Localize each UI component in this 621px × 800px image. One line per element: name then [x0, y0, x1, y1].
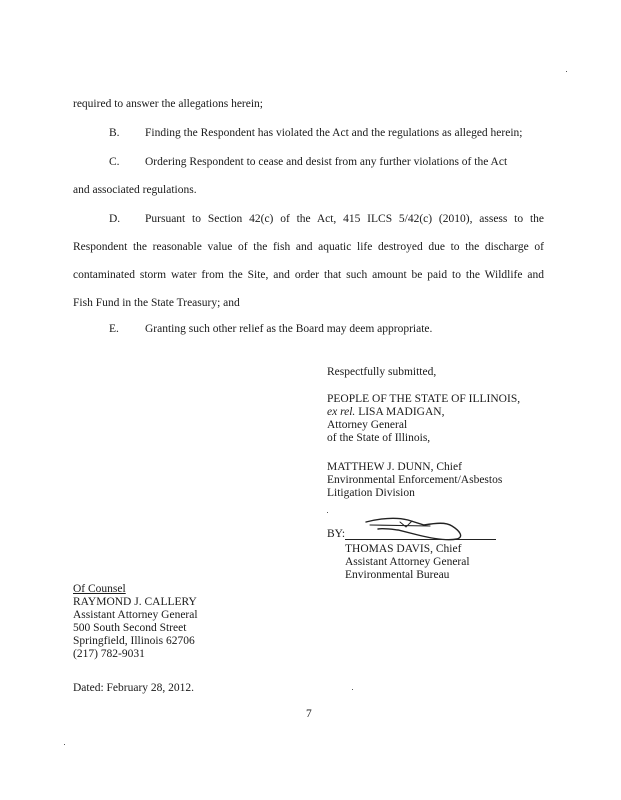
scan-speck	[352, 689, 353, 690]
counsel-title: Assistant Attorney General	[73, 609, 198, 621]
counsel-heading: Of Counsel	[73, 583, 126, 595]
item-d-letter: D.	[109, 213, 121, 225]
counsel-address: Springfield, Illinois 62706	[73, 635, 195, 647]
counsel-name: RAYMOND J. CALLERY	[73, 596, 197, 608]
ex-rel: ex rel.	[327, 406, 356, 418]
scan-speck	[327, 512, 328, 513]
signature-stroke	[366, 518, 461, 539]
division-line: Litigation Division	[327, 487, 415, 499]
by-label: BY:	[327, 528, 346, 540]
item-c-continuation: and associated regulations.	[73, 184, 197, 196]
division-line: MATTHEW J. DUNN, Chief	[327, 461, 462, 473]
item-d-text: Pursuant to Section 42(c) of the Act, 415 ILCS 5/42(c) (2010), assess to the	[145, 213, 544, 225]
item-d-continuation: Respondent the reasonable value of the fish and aquatic life destroyed due to the discharge of	[73, 241, 544, 253]
signature-stroke	[370, 525, 430, 526]
signer-block	[345, 543, 470, 582]
item-b-letter: B.	[109, 127, 120, 139]
item-c-letter: C.	[109, 156, 120, 168]
signer-title: Environmental Bureau	[345, 569, 450, 581]
handwritten-signature	[360, 513, 480, 543]
counsel-phone: (217) 782-9031	[73, 648, 145, 660]
closing: Respectfully submitted,	[327, 366, 437, 378]
item-d-continuation: contaminated storm water from the Site, and order that such amount be paid to the Wildlife and	[73, 269, 544, 281]
counsel-block	[73, 583, 198, 661]
item-e-text: Granting such other relief as the Board may deem appropriate.	[145, 323, 433, 335]
page-number: 7	[306, 708, 312, 720]
item-b-text: Finding the Respondent has violated the Act and the regulations as alleged herein;	[145, 127, 523, 139]
party-line	[327, 406, 520, 419]
body-line: required to answer the allegations herein;	[73, 98, 263, 110]
counsel-address: 500 South Second Street	[73, 622, 187, 634]
item-e-letter: E.	[109, 323, 119, 335]
party-line: Attorney General	[327, 419, 408, 431]
signer-name: THOMAS DAVIS, Chief	[345, 543, 462, 555]
scan-speck	[566, 71, 567, 72]
dated-line: Dated: February 28, 2012.	[73, 682, 195, 694]
signer-title: Assistant Attorney General	[345, 556, 470, 568]
item-c-text: Ordering Respondent to cease and desist from any further violations of the Act	[145, 156, 508, 168]
division-block	[327, 461, 502, 500]
party-line: PEOPLE OF THE STATE OF ILLINOIS,	[327, 393, 521, 405]
scan-speck	[64, 744, 65, 745]
attorney-general-name: LISA MADIGAN,	[358, 406, 445, 418]
item-d-continuation: Fish Fund in the State Treasury; and	[73, 297, 240, 309]
party-block	[327, 393, 520, 445]
division-line: Environmental Enforcement/Asbestos	[327, 474, 503, 486]
party-line: of the State of Illinois,	[327, 432, 431, 444]
